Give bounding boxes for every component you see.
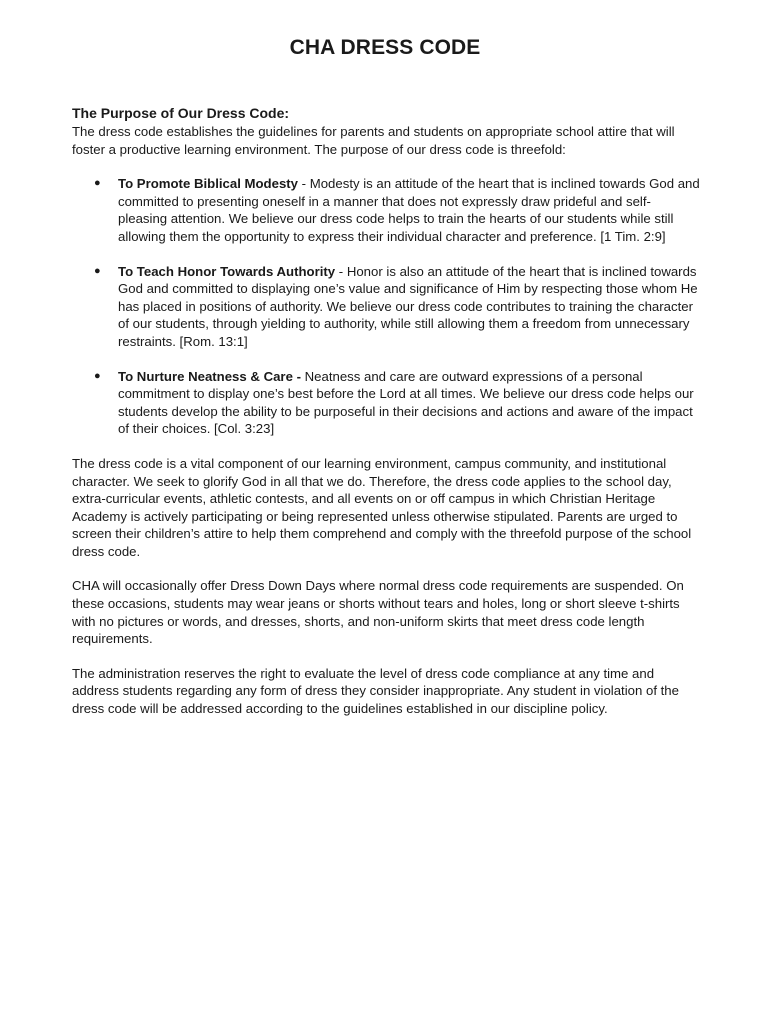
bullet-icon: ● xyxy=(94,177,101,190)
purpose-text: Neatness and care are outward expressions of a personal commitment to display one’s best before the Lord at all times. We believe our dress code helps our students develop the ability to be purposeful in their decisions and actions and aware of the impact of their choices. [Col. 3:23] xyxy=(118,368,694,437)
purpose-text: - Modesty is an attitude of the heart that is inclined towards God and committed to presenting oneself in a manner that does not expressly draw prideful and self-pleasing attention. We believe our dress code helps to train the hearts of our students while still allowing them the opportunity to express their individual character and preference. [1 Tim. 2:9] xyxy=(118,176,700,244)
list-item xyxy=(72,263,700,351)
purpose-heading: The Purpose of Our Dress Code: xyxy=(72,105,290,121)
intro-paragraph: The dress code establishes the guidelines for parents and students on appropriate school attire that will foster a productive learning environment. The purpose of our dress code is threefold: xyxy=(72,124,675,157)
document-body xyxy=(72,104,700,735)
scope-paragraph: The dress code is a vital component of our learning environment, campus community, and institutional character. We seek to glorify God in all that we do. Therefore, the dress code applies to the school day, extra-curricular events, athletic contests, and all events on or off campus in which Christian Heritage Academy is actively participating or being represented unless otherwise stipulated. Parents are urged to screen their children’s attire to help them comprehend and comply with the threefold purpose of the school dress code. xyxy=(72,455,692,559)
purpose-lead: To Teach Honor Towards Authority xyxy=(118,263,336,279)
purpose-lead: To Promote Biblical Modesty xyxy=(118,176,299,192)
list-item xyxy=(72,175,700,245)
list-item xyxy=(72,368,700,438)
bullet-icon: ● xyxy=(94,264,101,277)
purpose-list xyxy=(72,175,700,438)
purpose-lead: To Nurture Neatness & Care - xyxy=(118,368,301,384)
bullet-icon: ● xyxy=(94,369,101,382)
dress-down-paragraph: CHA will occasionally offer Dress Down Days where normal dress code requirements are suspended. On these occasions, students may wear jeans or shorts without tears and holes, long or short sleeve t-shirts with no pictures or words, and dresses, shorts, and non-uniform skirts that meet dress code length requirements. xyxy=(72,578,684,647)
document-title: CHA DRESS CODE xyxy=(289,36,481,59)
purpose-text: - Honor is also an attitude of the heart that is inclined towards God and committed to displaying one’s value and significance of Him by respecting those whom He has placed in positions of authority. We believe our dress code contributes to training the character of our students, through yielding to authority, while still allowing them a freedom from unnecessary restraints. [Rom. 13:1] xyxy=(118,263,698,349)
administration-paragraph: The administration reserves the right to evaluate the level of dress code compliance at any time and address students regarding any form of dress they consider inappropriate. Any student in violation of the dress code will be addressed according to the guidelines established in our discipline policy. xyxy=(72,665,679,717)
